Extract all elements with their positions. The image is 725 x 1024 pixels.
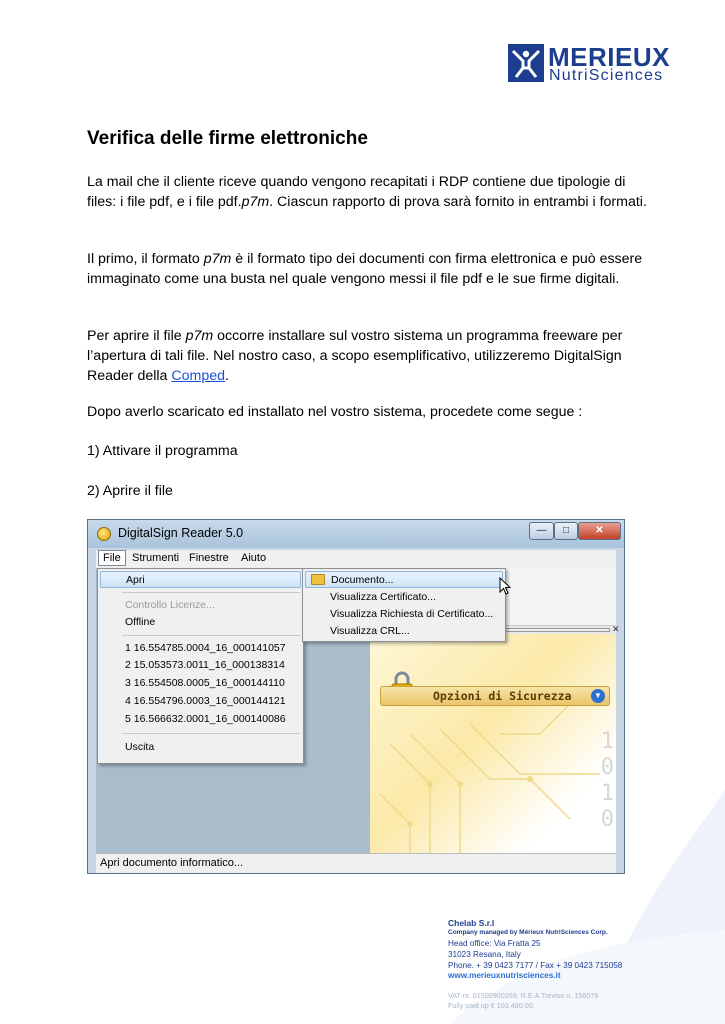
footer-managed: Company managed by Mérieux NutriSciences Corp. xyxy=(448,929,608,936)
menu-item-recent-2[interactable]: 2 15.053573.0011_16_000138314 xyxy=(125,659,285,671)
file-menu-dropdown xyxy=(97,568,304,764)
menu-file[interactable]: File xyxy=(98,550,126,566)
footer-vat: VAT nr. 01500900269, R.E.A Treviso n. 156079 xyxy=(448,991,599,1000)
menu-bar xyxy=(96,550,616,568)
submenu-item-crl[interactable]: Visualizza CRL... xyxy=(330,625,410,637)
menu-item-apri[interactable]: Apri xyxy=(100,571,301,588)
chevron-down-icon[interactable]: ▼ xyxy=(591,689,605,703)
submenu-item-certificato[interactable]: Visualizza Certificato... xyxy=(330,591,437,603)
page-title: Verifica delle firme elettroniche xyxy=(87,128,368,149)
security-options-label: Opzioni di Sicurezza xyxy=(433,689,572,703)
menu-separator xyxy=(122,592,300,593)
menu-item-recent-4[interactable]: 4 16.554796.0003_16_000144121 xyxy=(125,695,286,707)
minimize-button[interactable]: — xyxy=(529,522,554,540)
close-button[interactable]: ✕ xyxy=(578,522,621,540)
submenu-item-richiesta-certificato[interactable]: Visualizza Richiesta di Certificato... xyxy=(330,608,494,620)
comped-link[interactable]: Comped xyxy=(171,368,226,384)
binary-decoration: 1 0 1 0 xyxy=(600,729,614,832)
menu-aiuto[interactable]: Aiuto xyxy=(241,552,267,564)
footer-head-office: Head office: Via Fratta 25 xyxy=(448,939,541,948)
paragraph-intro: La mail che il cliente riceve quando vengono recapitati i RDP contiene due tipologie di files: i file pdf, e i file pdf.p7m. Ciascun rapporto di prova sarà fornito in entrambi i formati. xyxy=(87,174,647,210)
footer-company: Chelab S.r.l xyxy=(448,918,495,928)
window-title: DigitalSign Reader 5.0 xyxy=(118,526,244,540)
menu-item-recent-3[interactable]: 3 16.554508.0005_16_000144110 xyxy=(125,677,285,689)
footer-website-link[interactable]: www.merieuxnutrisciences.it xyxy=(448,971,561,980)
cursor-icon xyxy=(499,577,511,595)
status-text: Apri documento informatico... xyxy=(100,857,244,869)
company-logo xyxy=(508,44,686,84)
footer-capital: Fully paid up € 103.480,00. xyxy=(448,1001,535,1010)
menu-finestre[interactable]: Finestre xyxy=(189,552,229,564)
footer-decoration xyxy=(370,790,725,1024)
window-titlebar xyxy=(88,520,624,548)
menu-item-controllo-licenze[interactable]: Controllo Licenze... xyxy=(125,599,215,611)
open-submenu xyxy=(302,568,506,642)
folder-icon xyxy=(311,574,325,585)
menu-item-offline[interactable]: Offline xyxy=(125,616,156,628)
menu-item-recent-1[interactable]: 1 16.554785.0004_16_000141057 xyxy=(125,642,286,654)
footer-phone: Phone. + 39 0423 7177 / Fax + 39 0423 715058 xyxy=(448,961,623,970)
menu-item-recent-5[interactable]: 5 16.566632.0001_16_000140086 xyxy=(125,713,286,725)
panel-close-icon[interactable]: ✕ xyxy=(612,624,620,634)
paragraph-procedure: Dopo averlo scaricato ed installato nel vostro sistema, procedete come segue : xyxy=(87,404,583,420)
menu-strumenti[interactable]: Strumenti xyxy=(132,552,180,564)
paragraph-install: Per aprire il file p7m occorre installare sul vostro sistema un programma freeware per l’apertura di tali file. Nel nostro caso, a scopo esemplificativo, utilizzeremo DigitalSign Reader della Comped. xyxy=(87,328,623,384)
submenu-item-documento[interactable]: Documento... xyxy=(305,571,503,588)
menu-item-uscita[interactable]: Uscita xyxy=(125,741,155,753)
brand-name: MERIEUX xyxy=(548,42,670,72)
footer-city: 31023 Resana, Italy xyxy=(448,950,521,959)
menu-separator xyxy=(122,733,300,734)
merieux-logo-icon xyxy=(508,44,544,82)
brand-subname: NutriSciences xyxy=(549,67,664,84)
app-icon xyxy=(97,527,111,541)
paragraph-p7m-format: Il primo, il formato p7m è il formato tipo dei documenti con firma elettronica e può essere immaginato come una busta nel quale vengono messi il file pdf e le sue firme digitali. xyxy=(87,251,643,287)
maximize-button[interactable]: □ xyxy=(554,522,578,540)
menu-separator xyxy=(122,635,300,636)
step-2: 2) Aprire il file xyxy=(87,483,173,499)
security-options-header[interactable] xyxy=(380,686,610,706)
step-1: 1) Attivare il programma xyxy=(87,443,238,459)
